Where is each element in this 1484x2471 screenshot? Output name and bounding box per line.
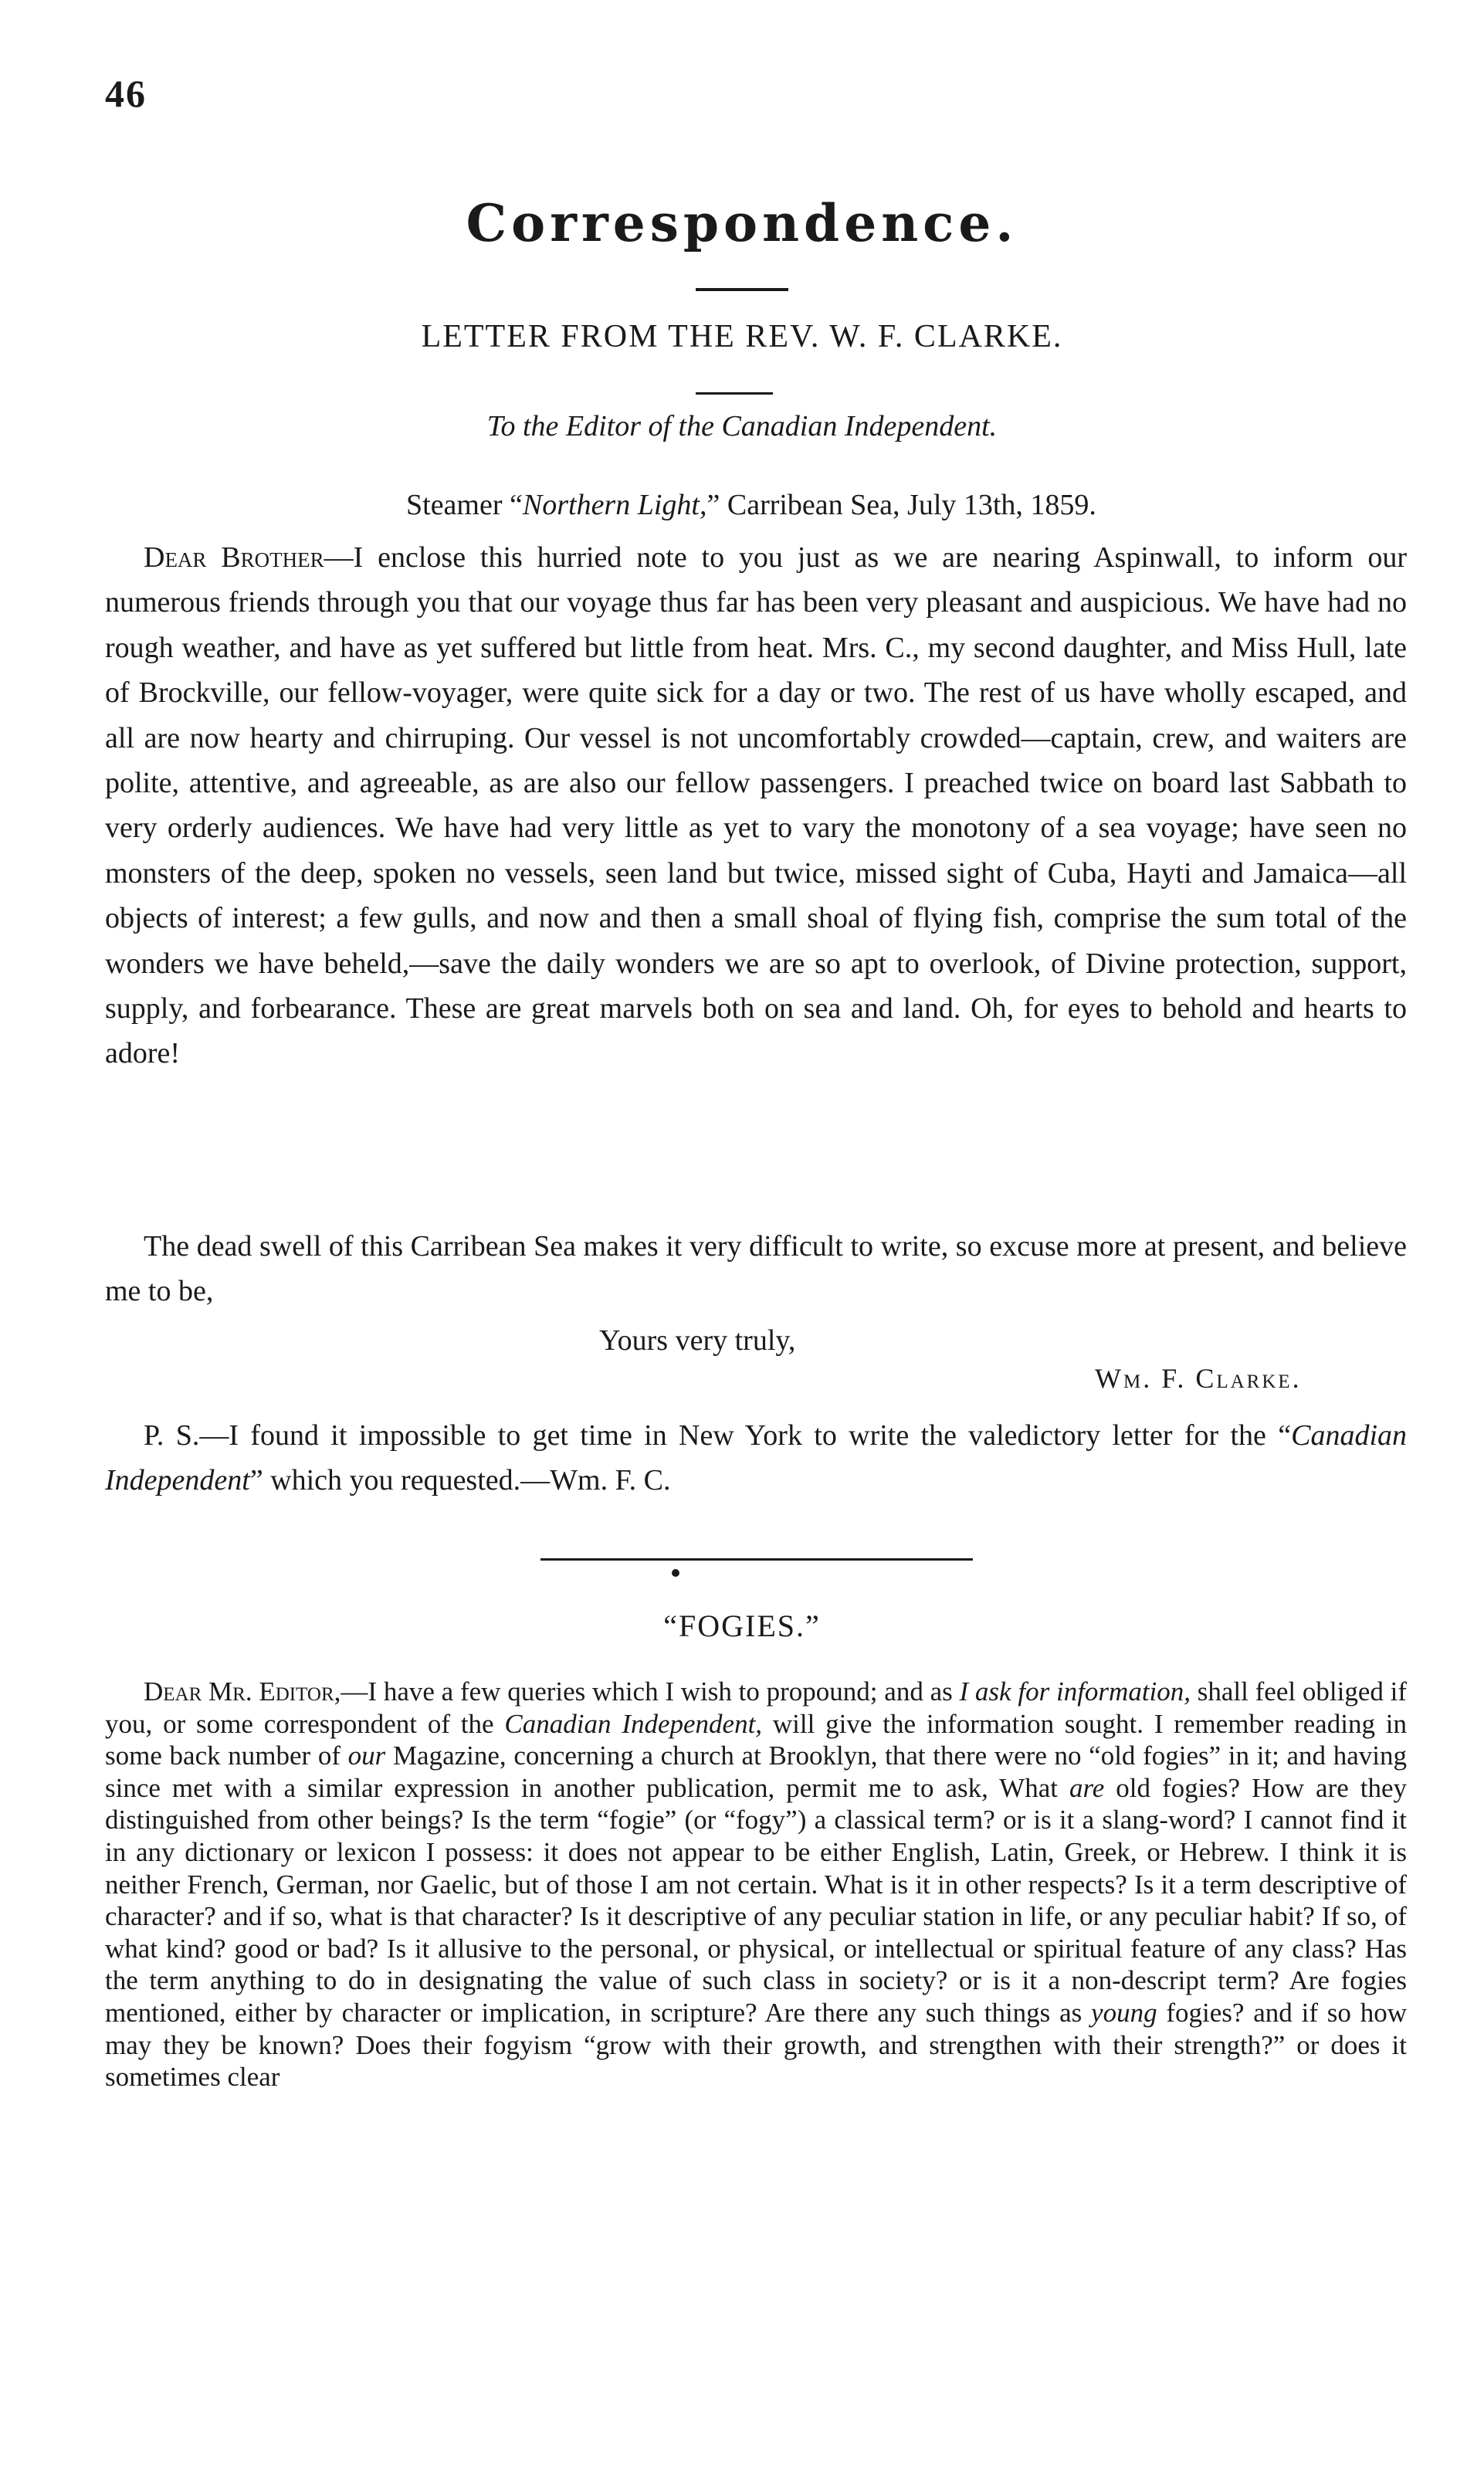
letter-dateline — [406, 488, 1096, 522]
postscript-italic: Canadian Independent — [105, 1419, 1407, 1497]
letter-paragraph-2-text: The dead swell of this Carribean Sea makes it very difficult to write, so excuse more at present, and believe me to be, — [105, 1230, 1407, 1308]
letter-paragraph-1 — [105, 535, 1407, 1076]
fogies-salutation: Dear Mr. Editor, — [144, 1676, 341, 1707]
postscript-after: ” which you requested.—Wm. F. C. — [249, 1464, 671, 1497]
dateline-prefix: Steamer “ — [406, 489, 523, 521]
letter-heading: LETTER FROM THE REV. W. F. CLARKE. — [421, 319, 1063, 354]
to-editor-line: To the Editor of the Canadian Independent. — [486, 410, 998, 442]
fogies-text-1: —I have a few queries which I wish to propound; and as — [341, 1676, 960, 1707]
fogies-heading: “FOGIES.” — [663, 1608, 821, 1643]
fogies-italic-1: I ask for information, — [959, 1676, 1191, 1707]
fogies-text-5: old fogies? How are they distinguished from other beings? Is the term “fogie” (or “fogy”) a classical term? or is it a slang-word? I cannot find it in any dictionary or lexicon I possess: it does not appear to be either English, Latin, Greek, or Hebrew. I think it is neither French, German, nor Gaelic, but of those I am not certain. What is it in other respects? Is it a term descriptive of character? and if so, what is that character? Is it descriptive of any peculiar station in life, or any peculiar habit? If so, of what kind? good or bad? Is it allusive to the personal, or physical, or intellectual or spiritual feature of any class? Has the term anything to do in designating the value of such class in society? or is it a non-descript term? Are fogies mentioned, either by character or implication, in scripture? Are there any such things as — [105, 1772, 1407, 2028]
letter-paragraph-2 — [105, 1224, 1407, 1314]
page-number: 46 — [105, 72, 147, 115]
fogies-italic-2: Canadian Independent, — [504, 1708, 763, 1739]
fogies-italic-3: our — [347, 1741, 386, 1771]
masthead-rule — [696, 288, 788, 291]
section-divider — [540, 1558, 973, 1561]
ship-name: Northern Light, — [522, 489, 707, 521]
section-masthead: Correspondence. — [466, 193, 1018, 253]
divider-dot — [672, 1569, 679, 1577]
letter-closing: Yours very truly, — [599, 1324, 796, 1357]
fogies-italic-5: young — [1091, 1997, 1157, 2028]
fogies-italic-4: are — [1069, 1772, 1105, 1803]
fogies-text-6: fogies? and if so how may they be known? Does their fogyism “grow with their growth, and strengthen with their strength?” or does it sometimes clear — [105, 1997, 1407, 2093]
fogies-text-3: will give the information sought. I remember reading in some back number of — [105, 1708, 1407, 1771]
letter-signature: Wm. F. Clarke. — [1095, 1363, 1302, 1394]
letter-paragraph-1-text: —I enclose this hurried note to you just as we are nearing Aspinwall, to inform our numerous friends through you that our voyage thus far has been very pleasant and auspicious. We have had no rough weather, and have as yet suffered but little from heat. Mrs. C., my second daughter, and Miss Hull, late of Brockville, our fellow-voyager, were quite sick for a day or two. The rest of us have wholly escaped, and all are now hearty and chirruping. Our vessel is not uncomfortably crowded—captain, crew, and waiters are polite, attentive, and agreeable, as are also our fellow passengers. I preached twice on board last Sabbath to very orderly audiences. We have had very little as yet to vary the monotony of a sea voyage; have seen no monsters of the deep, spoken no vessels, seen land but twice, missed sight of Cuba, Hayti and Jamaica—all objects of interest; a few gulls, and now and then a small shoal of flying fish, comprise the sum total of the wonders we have beheld,—save the daily wonders we are so apt to overlook, of Divine protection, support, supply, and forbearance. These are great marvels both on sea and land. Oh, for eyes to behold and hearts to adore! — [105, 541, 1407, 1070]
letter-postscript — [105, 1413, 1407, 1503]
fogies-text-2: shall feel obliged if you, or some correspondent of the — [105, 1676, 1407, 1739]
dateline-suffix: ” Carribean Sea, July 13th, 1859. — [706, 489, 1096, 521]
heading-rule — [696, 392, 773, 395]
fogies-paragraph — [105, 1676, 1407, 2093]
fogies-text-4: Magazine, concerning a church at Brooklyn, that there were no “old fogies” in it; and having since met with a similar expression in another publication, permit me to ask, What — [105, 1741, 1407, 1803]
letter-salutation: Dear Brother — [144, 541, 324, 574]
postscript-before: P. S.—I found it impossible to get time in New York to write the valedictory letter for the “ — [144, 1419, 1292, 1452]
